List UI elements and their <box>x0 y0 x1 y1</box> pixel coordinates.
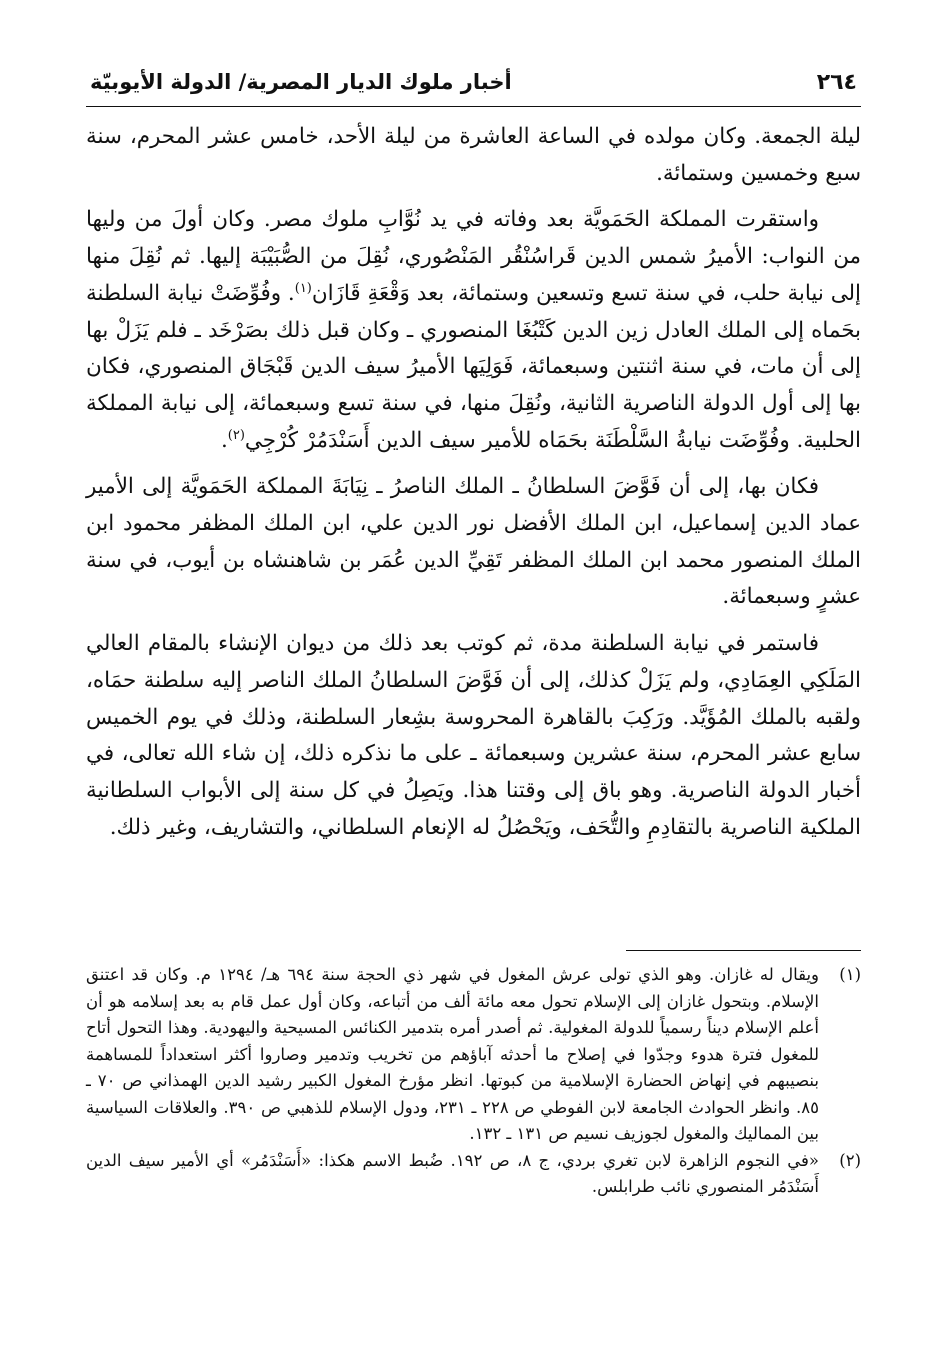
footnote-2 <box>86 1148 861 1201</box>
footnote-text: ويقال له غازان. وهو الذي تولى عرش المغول في شهر ذي الحجة سنة ٦٩٤ هـ/ ١٢٩٤ م. وكان قد اعتنق الإسلام. وبتحول غازان إلى الإسلام تحول معه مائة ألف من أتباعه، وكان أول عمل قام به بعد إسلامه هو أن أعلم الإسلام ديناً رسمياً للدولة المغولية. ثم أصدر أمره بتدمير الكنائس المسيحية واليهودية. وهذا التحول أتاح للمغول فترة هدوء وجدّوا في إصلاح ما أحدثه آباؤهم من تخريب وتدمير وصاروا أكثر استعداداً للمساهمة بنصيبهم في إنهاض الحضارة الإسلامية من كبوتها. انظر مؤرخ المغول الكبير رشيد الدين الهمذاني ص ٧٠ ـ ٨٥. وانظر الحوادث الجامعة لابن الفوطي ص ٢٢٨ ـ ٢٣١، ودول الإسلام للذهبي ص ٣٩٠. والعلاقات السياسية بين المماليك والمغول لجوزيف نسيم ص ١٣١ ـ ١٣٢. <box>86 965 820 1143</box>
footnote-marker-2[interactable]: (٢) <box>227 427 245 443</box>
page-number: ٢٦٤ <box>816 70 857 95</box>
paragraph: ليلة الجمعة. وكان مولده في الساعة العاشرة من ليلة الأحد، خامس عشر المحرم، سنة سبع وخمسين وستمائة. <box>86 124 861 186</box>
book-page <box>86 62 861 1196</box>
running-title: أخبار ملوك الديار المصرية/ الدولة الأيوبيّة <box>90 70 512 94</box>
footnote-marker-1[interactable]: (١) <box>294 280 312 296</box>
footnote-number: (٢) <box>839 1150 861 1170</box>
paragraph: فاستمر في نيابة السلطنة مدة، ثم كوتب بعد ذلك من ديوان الإنشاء بالمقام العالي المَلَكِي العِمَادِي، ولم يَزَلْ كذلك، إلى أن فَوَّضَ السلطانُ الملك الناصر إليه سلطنة حمَاه، ولقبه بالملك المُؤَيَّد. ورَكِبَ بالقاهرة المحروسة بشِعار السلطنة، وذلك في يوم الخميس سابع عشر المحرم، سنة عشرين وسبعمائة ـ على ما نذكره ذلك، إن شاء الله تعالى، في أخبار الدولة الناصرية. وهو باق إلى وقتنا هذا. ويَصِلُ في كل سنة إلى الأبواب السلطانية الملكية الناصرية بالتقادِمِ والتُّحَف، ويَحْصُلُ له الإنعام السلطاني، والتشاريف، وغير ذلك. <box>86 631 861 840</box>
footnote-1 <box>86 962 861 1148</box>
paragraph-text: واستقرت المملكة الحَمَويَّة بعد وفاته في يد نُوَّابِ ملوك مصر. وكان أولَ من وليها من النواب: الأميرُ شمس الدين قَراسُنْقُر المَنْصُوري، نُقِلَ من الصُّبَيْبَة إليها. ثم نُقِلَ منها إلى نيابة حلب، في سنة تسع وتسعين وستمائة، بعد وَقْعَةِ قَازَان <box>86 207 861 306</box>
footnote-text: «في النجوم الزاهرة لابن تغري بردي، ج ٨، ص ١٩٢. ضُبط الاسم هكذا: «أَسَنْدَمُر» أي الأمير سيف الدين أَسَنْدَمُر المنصوري نائب طرابلس. <box>86 1150 819 1196</box>
paragraph: فكان بها، إلى أن فَوَّضَ السلطانُ ـ الملك الناصرُ ـ نِيَابَةَ المملكة الحَمَويَّة إلى الأمير عماد الدين إسماعيل، ابن الملك الأفضل نور الدين علي، ابن الملك المظفر محمود ابن الملك المنصور محمد ابن الملك المظفر تَقِيِّ الدين عُمَر بن شاهنشاه بن أيوب، في سنة عشرٍ وسبعمائة. <box>86 474 861 610</box>
footnote-number: (١) <box>839 965 861 984</box>
paragraph <box>86 202 861 459</box>
main-text <box>86 119 861 846</box>
paragraph-text: . وفُوِّضَتْ نيابة السلطنة بحَماه إلى الملك العادل زين الدين كَتْبُغَا المنصوري ـ وكان قبل ذلك بصَرْخَد ـ فلم يَزَلْ بها إلى أن مات، في سنة اثنتين وسبعمائة، فَوَلِيَها الأميرُ سيف الدين قَبْجَاق المنصوري، فكان بها إلى أول الدولة الناصرية الثانية، ونُقِلَ منها، في سنة تسع وسبعمائة، إلى نيابة المملكة الحلبية. وفُوِّضَت نيابةُ السَّلْطَنَة بحَمَاه للأمير سيف الدين أَسَنْدَمُرْ كُرْجِي <box>86 280 861 453</box>
footnote-separator <box>626 950 861 951</box>
footnotes <box>86 962 861 1201</box>
running-header <box>86 62 861 107</box>
paragraph-text: . <box>220 427 228 453</box>
